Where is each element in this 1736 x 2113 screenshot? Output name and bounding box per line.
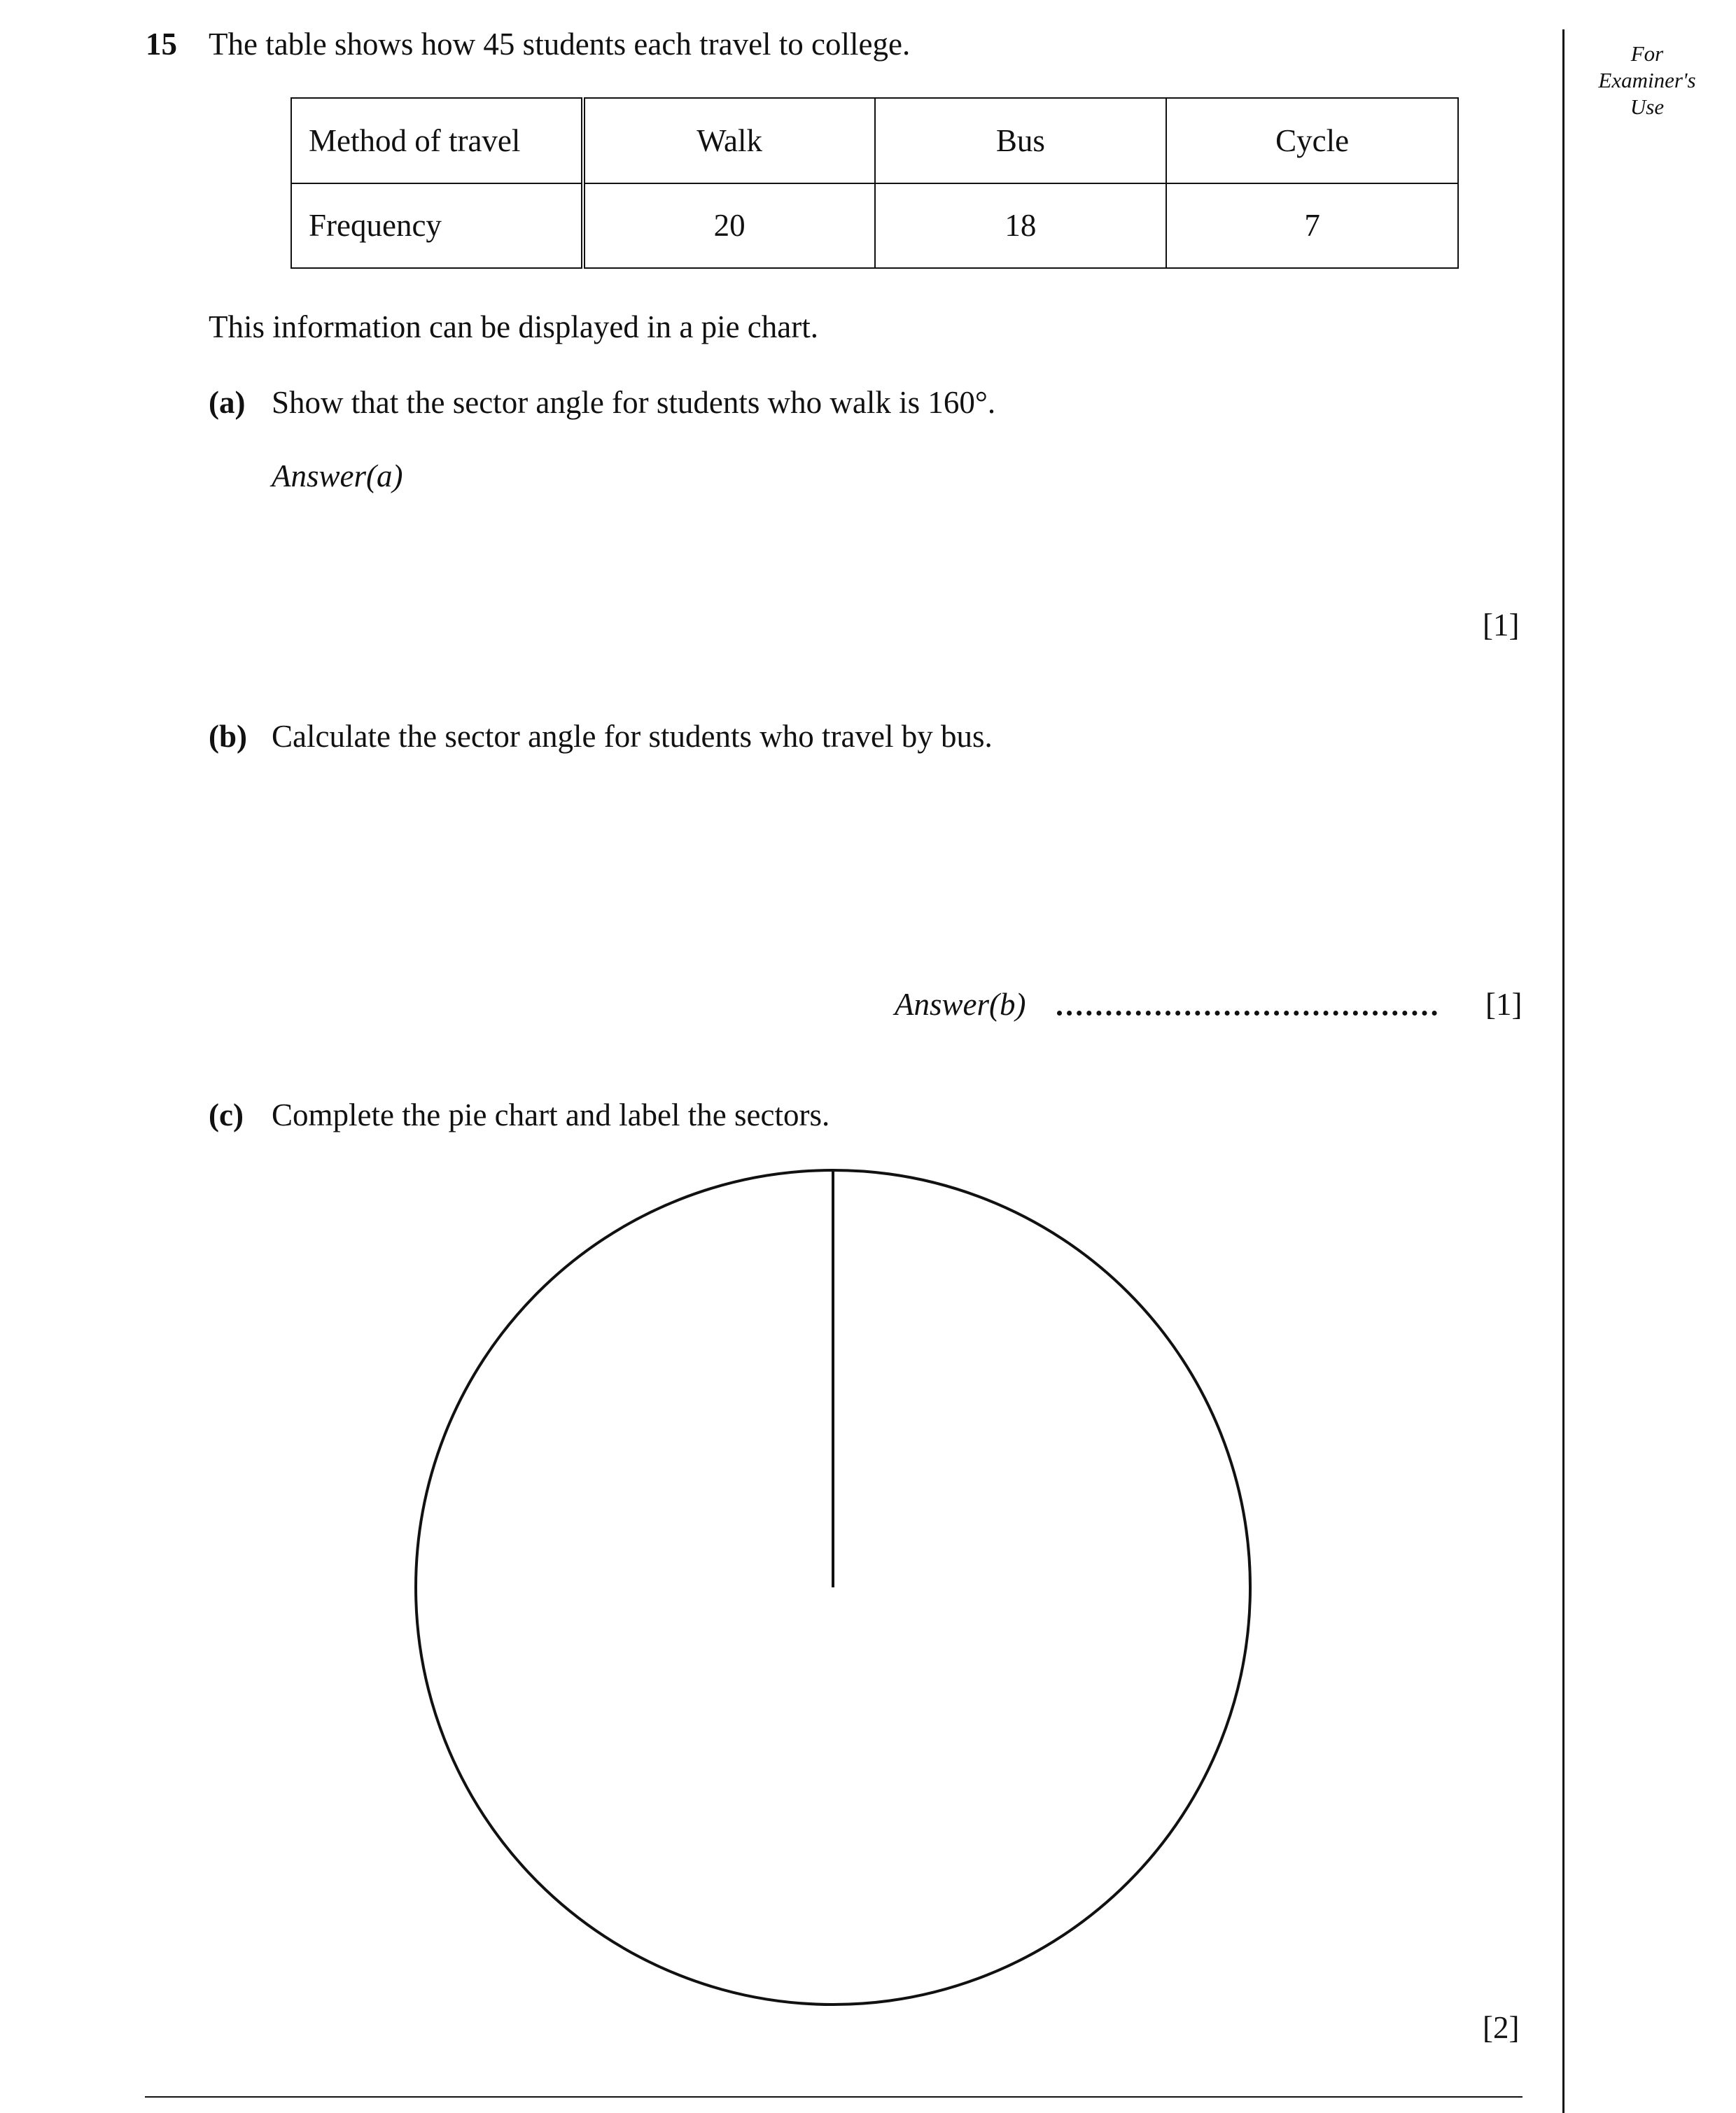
examiner-use-line-3: Use (1630, 94, 1665, 119)
part-b-label: (b) (209, 719, 247, 754)
part-a-label: (a) (209, 385, 246, 420)
part-b-marks: [1] (1485, 987, 1522, 1022)
part-b-question: Calculate the sector angle for students who travel by bus. (272, 719, 993, 754)
table-cell-frequency-walk: 20 (583, 183, 875, 269)
examiner-margin-line (1562, 29, 1564, 2113)
table-cell-method-bus: Bus (875, 98, 1167, 183)
question-number: 15 (146, 27, 177, 62)
table-cell-method-cycle: Cycle (1166, 98, 1458, 183)
table-cell-frequency-bus: 18 (875, 183, 1167, 269)
table-header-frequency: Frequency (291, 183, 583, 269)
answer-a-label: Answer(a) (272, 458, 403, 493)
examiner-use-line-1: For (1630, 41, 1664, 66)
info-text: This information can be displayed in a pie chart. (209, 309, 818, 344)
part-c-label: (c) (209, 1097, 244, 1132)
pie-chart-diagram[interactable] (413, 1167, 1253, 2007)
travel-frequency-table (290, 97, 1459, 269)
examiner-use-line-2: Examiner's (1598, 68, 1696, 92)
part-c-question: Complete the pie chart and label the sectors. (272, 1097, 830, 1132)
part-a-marks: [1] (1483, 608, 1520, 643)
table-row-frequency (291, 183, 1458, 269)
question-stem: The table shows how 45 students each travel to college. (209, 27, 911, 62)
part-c-marks: [2] (1483, 2010, 1520, 2045)
bottom-rule (145, 2096, 1522, 2098)
answer-b-dotted-line[interactable] (1057, 1011, 1437, 1016)
table-row-method (291, 98, 1458, 183)
examiner-use-label (1567, 41, 1728, 120)
table-header-method-of-travel: Method of travel (291, 98, 583, 183)
table-cell-method-walk: Walk (583, 98, 875, 183)
answer-b-label: Answer(b) (895, 987, 1026, 1022)
part-a-question: Show that the sector angle for students who walk is 160°. (272, 385, 996, 420)
table-cell-frequency-cycle: 7 (1166, 183, 1458, 269)
